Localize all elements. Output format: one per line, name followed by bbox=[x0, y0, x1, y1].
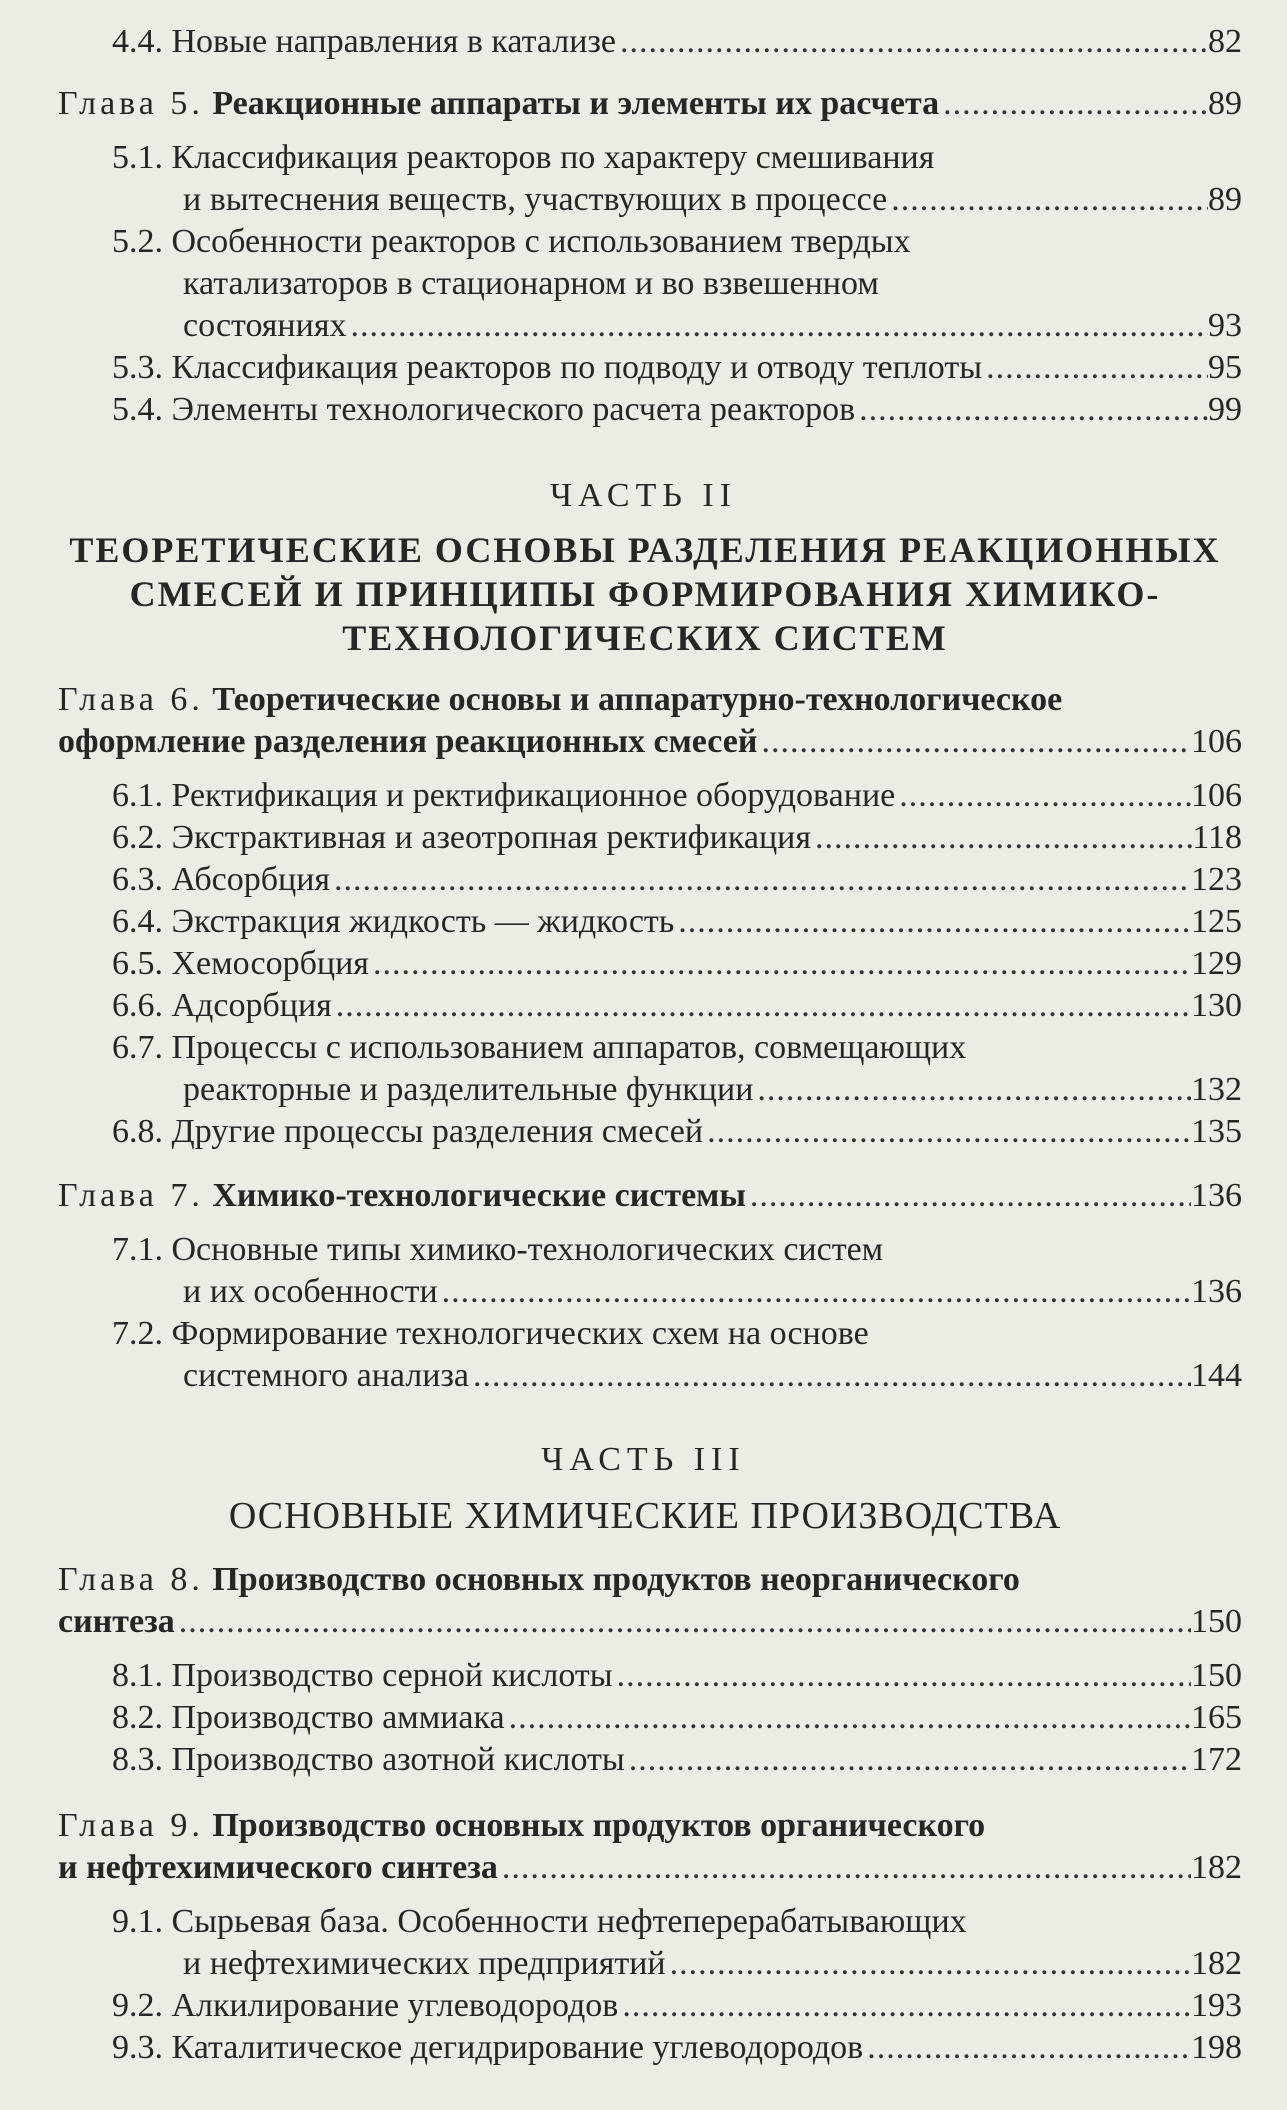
dot-leader bbox=[863, 2028, 1191, 2068]
toc-chapter-9 bbox=[58, 1848, 1242, 1888]
page-number: 129 bbox=[1191, 945, 1242, 982]
page-number: 93 bbox=[1208, 307, 1242, 344]
page-number: 172 bbox=[1191, 1741, 1242, 1778]
chapter-title: оформление разделения реакционных смесей bbox=[58, 723, 758, 760]
dot-leader bbox=[753, 1070, 1191, 1110]
toc-entry-7-2-line1: 7.2. Формирование технологических схем на основе bbox=[112, 1315, 869, 1352]
part-2-title-line3: ТЕХНОЛОГИЧЕСКИХ СИСТЕМ bbox=[342, 618, 948, 658]
dot-leader bbox=[616, 22, 1208, 62]
toc-entry-7-2: системного анализа ..... 144 bbox=[183, 1356, 1242, 1396]
toc-chapter-6 bbox=[58, 722, 1242, 762]
dot-leader bbox=[939, 84, 1208, 124]
page-number: 136 bbox=[1191, 1177, 1242, 1214]
dot-leader bbox=[332, 986, 1191, 1026]
part-2-number: ЧАСТЬ II bbox=[549, 477, 738, 514]
toc-entry-8-2: 8.2. Производство аммиака ..... 165 bbox=[112, 1698, 1242, 1738]
dot-leader bbox=[666, 1944, 1191, 1984]
toc-entry-5-1-line1: 5.1. Классификация реакторов по характеру смешивания bbox=[112, 139, 935, 176]
dot-leader bbox=[438, 1272, 1191, 1312]
chapter-label: Глава 5. bbox=[58, 85, 204, 122]
dot-leader bbox=[498, 1848, 1191, 1888]
toc-entry-9-1: и нефтехимических предприятий ..... 182 bbox=[183, 1944, 1242, 1984]
toc-chapter-7 bbox=[58, 1176, 1242, 1216]
page-number: 89 bbox=[1208, 181, 1242, 218]
page-number: 106 bbox=[1191, 723, 1242, 760]
toc-entry-9-3: 9.3. Каталитическое дегидрирование углеводородов ..... 198 bbox=[112, 2028, 1242, 2068]
chapter-title: Производство основных продуктов органического bbox=[212, 1807, 986, 1844]
page-number: 95 bbox=[1208, 349, 1242, 386]
toc-entry-5-3: 5.3. Классификация реакторов по подводу и отводу теплоты ..... 95 bbox=[112, 348, 1242, 388]
page-number: 118 bbox=[1192, 819, 1242, 856]
page-number: 99 bbox=[1208, 391, 1242, 428]
toc-entry-5-4: 5.4. Элементы технологического расчета реакторов ..... 99 bbox=[112, 390, 1242, 430]
dot-leader bbox=[613, 1656, 1191, 1696]
chapter-title: и нефтехимического синтеза bbox=[58, 1849, 498, 1886]
page-number: 150 bbox=[1191, 1657, 1242, 1694]
dot-leader bbox=[618, 1986, 1191, 2026]
page-number: 106 bbox=[1191, 777, 1242, 814]
dot-leader bbox=[811, 818, 1192, 858]
dot-leader bbox=[757, 722, 1191, 762]
page-number: 182 bbox=[1191, 1945, 1242, 1982]
page-number: 82 bbox=[1208, 23, 1242, 60]
toc-chapter-8 bbox=[58, 1602, 1242, 1642]
toc-entry-8-1: 8.1. Производство серной кислоты ..... 150 bbox=[112, 1656, 1242, 1696]
toc-entry-9-2: 9.2. Алкилирование углеводородов ..... 193 bbox=[112, 1986, 1242, 2026]
toc-chapter-8-line1 bbox=[58, 1560, 1020, 1600]
chapter-label: Глава 9. bbox=[58, 1807, 204, 1844]
page-number: 123 bbox=[1191, 861, 1242, 898]
toc-entry-6-4: 6.4. Экстракция жидкость — жидкость ..... 125 bbox=[112, 902, 1242, 942]
page-number: 198 bbox=[1191, 2029, 1242, 2066]
page-number: 125 bbox=[1191, 903, 1242, 940]
part-2-title-line1: ТЕОРЕТИЧЕСКИЕ ОСНОВЫ РАЗДЕЛЕНИЯ РЕАКЦИОННЫХ bbox=[69, 530, 1221, 570]
chapter-title: Реакционные аппараты и элементы их расчета bbox=[212, 85, 940, 122]
toc-chapter-5 bbox=[58, 84, 1242, 124]
dot-leader bbox=[746, 1176, 1191, 1216]
part-3-title: ОСНОВНЫЕ ХИМИЧЕСКИЕ ПРОИЗВОДСТВА bbox=[228, 1495, 1062, 1537]
chapter-title: Теоретические основы и аппаратурно-технологическое bbox=[212, 681, 1063, 718]
page-number: 136 bbox=[1191, 1273, 1242, 1310]
page-number: 144 bbox=[1191, 1357, 1242, 1394]
page-number: 193 bbox=[1191, 1987, 1242, 2024]
page-number: 182 bbox=[1191, 1849, 1242, 1886]
toc-entry-5-2: состояниях ..... 93 bbox=[183, 306, 1242, 346]
part-2-title-line2: СМЕСЕЙ И ПРИНЦИПЫ ФОРМИРОВАНИЯ ХИМИКО- bbox=[129, 574, 1161, 614]
part-3-number: ЧАСТЬ III bbox=[541, 1441, 746, 1478]
toc-entry-9-1-line1: 9.1. Сырьевая база. Особенности нефтеперерабатывающих bbox=[112, 1903, 967, 1940]
toc-entry-6-7-line1: 6.7. Процессы с использованием аппаратов, совмещающих bbox=[112, 1029, 967, 1066]
chapter-label: Глава 8. bbox=[58, 1561, 204, 1598]
dot-leader bbox=[887, 180, 1208, 220]
dot-leader bbox=[175, 1602, 1191, 1642]
toc-entry-6-2: 6.2. Экстрактивная и азеотропная ректификация ..... 118 bbox=[112, 818, 1242, 858]
chapter-label: Глава 7. bbox=[58, 1177, 204, 1214]
toc-entry-6-8: 6.8. Другие процессы разделения смесей ..... 135 bbox=[112, 1112, 1242, 1152]
toc-entry-5-2-line1: 5.2. Особенности реакторов с использованием твердых bbox=[112, 223, 911, 260]
dot-leader bbox=[855, 390, 1208, 430]
chapter-title: Производство основных продуктов неорганического bbox=[212, 1561, 1020, 1598]
dot-leader bbox=[469, 1356, 1191, 1396]
toc-entry-6-3: 6.3. Абсорбция ..... 123 bbox=[112, 860, 1242, 900]
toc-entry-8-3: 8.3. Производство азотной кислоты ..... 172 bbox=[112, 1740, 1242, 1780]
toc-entry-6-1: 6.1. Ректификация и ректификационное оборудование ..... 106 bbox=[112, 776, 1242, 816]
dot-leader bbox=[895, 776, 1191, 816]
dot-leader bbox=[982, 348, 1208, 388]
page-number: 132 bbox=[1191, 1071, 1242, 1108]
toc-entry-5-2-line2: катализаторов в стационарном и во взвешенном bbox=[183, 265, 879, 302]
toc-entry-4-4: 4.4. Новые направления в катализе ..... 82 bbox=[112, 22, 1242, 62]
dot-leader bbox=[505, 1698, 1191, 1738]
toc-entry-6-5: 6.5. Хемосорбция ..... 129 bbox=[112, 944, 1242, 984]
page-number: 135 bbox=[1191, 1113, 1242, 1150]
toc-entry-5-1: и вытеснения веществ, участвующих в процессе ..... 89 bbox=[183, 180, 1242, 220]
dot-leader bbox=[674, 902, 1191, 942]
toc-chapter-9-line1 bbox=[58, 1806, 985, 1846]
page-number: 165 bbox=[1191, 1699, 1242, 1736]
dot-leader bbox=[346, 306, 1208, 346]
toc-entry-6-7: реакторные и разделительные функции ..... 132 bbox=[183, 1070, 1242, 1110]
dot-leader bbox=[625, 1740, 1191, 1780]
dot-leader bbox=[369, 944, 1191, 984]
page-number: 150 bbox=[1191, 1603, 1242, 1640]
dot-leader bbox=[330, 860, 1191, 900]
chapter-title: синтеза bbox=[58, 1603, 175, 1640]
chapter-label: Глава 6. bbox=[58, 681, 204, 718]
toc-entry-7-1-line1: 7.1. Основные типы химико-технологических систем bbox=[112, 1231, 884, 1268]
page-number: 130 bbox=[1191, 987, 1242, 1024]
toc-entry-7-1: и их особенности ..... 136 bbox=[183, 1272, 1242, 1312]
dot-leader bbox=[703, 1112, 1191, 1152]
toc-entry-6-6: 6.6. Адсорбция ..... 130 bbox=[112, 986, 1242, 1026]
chapter-title: Химико-технологические системы bbox=[212, 1177, 746, 1214]
page-number: 89 bbox=[1208, 85, 1242, 122]
toc-chapter-6-line1 bbox=[58, 680, 1062, 720]
